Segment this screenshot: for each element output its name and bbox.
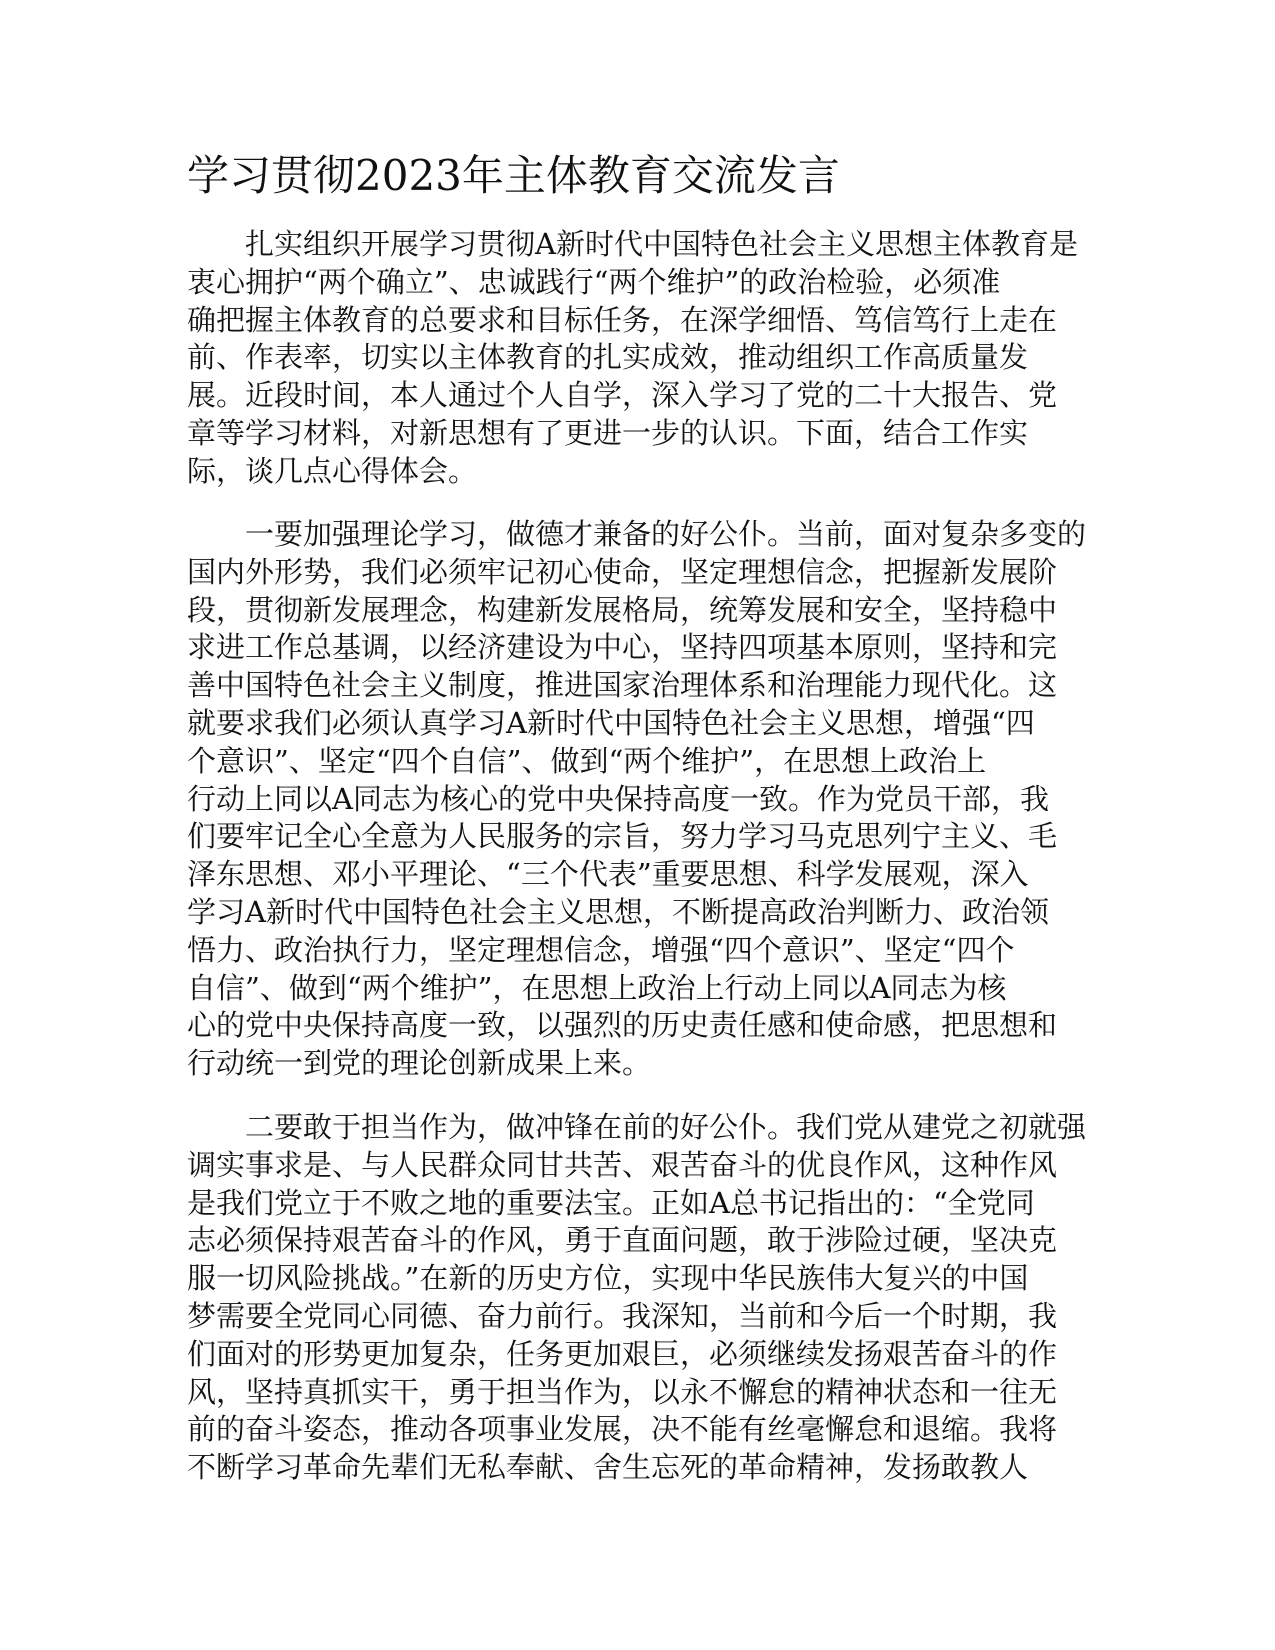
text-line: 泽东思想、邓小平理论、“三个代表”重要思想、科学发展观，深入 xyxy=(187,857,1029,892)
text-line: 学习A新时代中国特色社会主义思想，不断提高政治判断力、政治领 xyxy=(187,894,1049,929)
text-line: 行动统一到党的理论创新成果上来。 xyxy=(187,1046,652,1081)
text-line: 求进工作总基调，以经济建设为中心，坚持四项基本原则，坚持和完 xyxy=(187,630,1058,665)
text-line: 们要牢记全心全意为人民服务的宗旨，努力学习马克思列宁主义、毛 xyxy=(187,819,1058,854)
document-title: 学习贯彻2023年主体教育交流发言 xyxy=(187,151,840,200)
text-line: 志必须保持艰苦奋斗的作风，勇于直面问题，敢于涉险过硬，坚决克 xyxy=(187,1223,1058,1258)
text-line: 展。近段时间，本人通过个人自学，深入学习了党的二十大报告、党 xyxy=(187,378,1058,413)
text-line: 前、作表率，切实以主体教育的扎实成效，推动组织工作高质量发 xyxy=(187,340,1029,375)
text-line: 心的党中央保持高度一致，以强烈的历史责任感和使命感，把思想和 xyxy=(187,1008,1058,1043)
text-line: 自信”、做到“两个维护”，在思想上政治上行动上同以A同志为核 xyxy=(187,970,1007,1005)
text-line: 扎实组织开展学习贯彻A新时代中国特色社会主义思想主体教育是 xyxy=(187,227,1078,261)
text-line: 们面对的形势更加复杂，任务更加艰巨，必须继续发扬艰苦奋斗的作 xyxy=(187,1336,1058,1371)
text-line: 服一切风险挑战。”在新的历史方位，实现中华民族伟大复兴的中国 xyxy=(187,1261,1029,1296)
text-line: 一要加强理论学习，做德才兼备的好公仆。当前，面对复杂多变的 xyxy=(187,517,1087,551)
text-line: 就要求我们必须认真学习A新时代中国特色社会主义思想，增强“四 xyxy=(187,705,1035,740)
paragraph-theory-study xyxy=(187,516,1087,1083)
text-line: 国内外形势，我们必须牢记初心使命，坚定理想信念，把握新发展阶 xyxy=(187,554,1058,589)
text-line: 段，贯彻新发展理念，构建新发展格局，统筹发展和安全，坚持稳中 xyxy=(187,592,1058,627)
text-line: 悟力、政治执行力，坚定理想信念，增强“四个意识”、坚定“四个 xyxy=(187,932,1015,967)
text-line: 衷心拥护“两个确立”、忠诚践行“两个维护”的政治检验，必须准 xyxy=(187,264,1001,299)
text-line: 章等学习材料，对新思想有了更进一步的认识。下面，结合工作实 xyxy=(187,415,1029,450)
text-line: 调实事求是、与人民群众同甘共苦、艰苦奋斗的优良作风，这种作风 xyxy=(187,1147,1058,1182)
text-line: 善中国特色社会主义制度，推进国家治理体系和治理能力现代化。这 xyxy=(187,668,1058,703)
text-line: 二要敢于担当作为，做冲锋在前的好公仆。我们党从建党之初就强 xyxy=(187,1110,1087,1144)
text-line: 前的奋斗姿态，推动各项事业发展，决不能有丝毫懈怠和退缩。我将 xyxy=(187,1412,1058,1447)
text-line: 个意识”、坚定“四个自信”、做到“两个维护”，在思想上政治上 xyxy=(187,743,987,778)
paragraph-responsibility xyxy=(187,1109,1087,1487)
text-line: 行动上同以A同志为核心的党中央保持高度一致。作为党员干部，我 xyxy=(187,781,1049,816)
text-line: 梦需要全党同心同德、奋力前行。我深知，当前和今后一个时期，我 xyxy=(187,1298,1058,1333)
paragraph-intro xyxy=(187,226,1078,491)
text-line: 确把握主体教育的总要求和目标任务，在深学细悟、笃信笃行上走在 xyxy=(187,302,1058,337)
text-line: 风，坚持真抓实干，勇于担当作为，以永不懈怠的精神状态和一往无 xyxy=(187,1374,1058,1409)
text-line: 不断学习革命先辈们无私奉献、舍生忘死的革命精神，发扬敢教人 xyxy=(187,1450,1029,1485)
text-line: 是我们党立于不败之地的重要法宝。正如A总书记指出的：“全党同 xyxy=(187,1185,1035,1220)
text-line: 际，谈几点心得体会。 xyxy=(187,453,478,488)
